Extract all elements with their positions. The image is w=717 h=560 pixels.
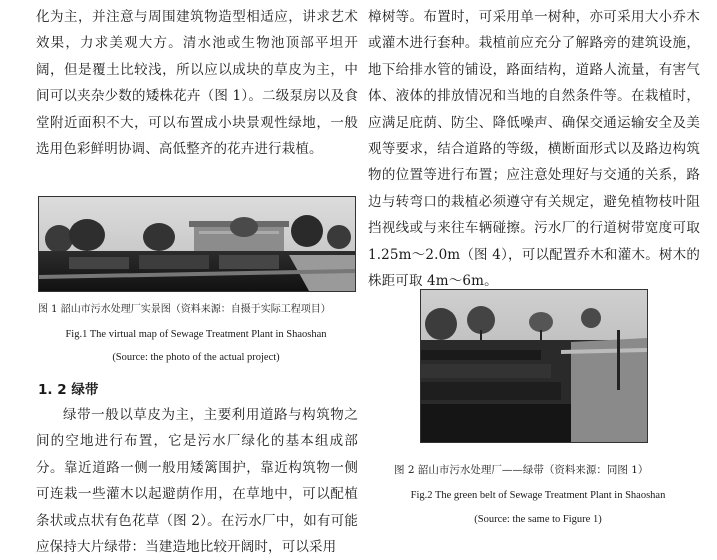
figure2-caption-cn: 图 2 韶山市污水处理厂——绿带（资料来源：同图 1） — [394, 464, 649, 476]
section-paragraph: 绿带一般以草皮为主，主要利用道路与构筑物之间的空地进行布置，它是污水厂绿化的基本组成部分。靠近道路一侧一般用矮篱围护，靠近构筑物一侧可连栽一些灌木以起避荫作用，在草地中，可以配植条状或点状有色花草（图 2）。在污水厂中，如有可能应保持大片绿带：当建造地比较开阔时，可以采用 — [36, 407, 358, 556]
section-heading: 1. 2 绿带 — [38, 382, 99, 398]
left-top-paragraph: 化为主，并注意与周围建筑物造型相适应，讲求艺术效果，力求美观大方。清水池或生物池顶部平坦开阔，但是覆土比较浅，所以应以成块的草皮为主，中间可以夹杂少数的矮株花卉（图 1）。二级泵房以及食堂附近面积不大，可以布置成小块景观性绿地，一般选用色彩鲜明协调、高低整齐的花卉进行栽植。 — [36, 9, 358, 158]
figure1-caption-en: Fig.1 The virtual map of Sewage Treatment Plant in Shaoshan — [65, 329, 327, 340]
figure2-caption-en: Fig.2 The green belt of Sewage Treatment Plant in Shaoshan — [410, 490, 666, 501]
figure2-photo — [420, 289, 648, 443]
right-top-paragraph: 樟树等。布置时，可采用单一树种，亦可采用大小乔木或灌木进行套种。栽植前应充分了解路旁的建筑设施，地下给排水管的铺设，路面结构，道路人流量，有害气体、液体的排放情况和当地的自然条件等。在栽植时，应满足庇荫、防尘、降低噪声、确保交通运输安全及美观等要求，结合道路的等级，横断面形式以及路边构筑物的位置等进行布置；应注意处理好与交通的关系，路边与转弯口的栽植必须遵守有关规定，避免植物枝叶阻挡视线或与来往车辆碰擦。污水厂的行道树带宽度可取 1.25m～2.0m（图 4），可以配置乔木和灌木。树木的株距可取 4m～6m。 — [368, 9, 700, 290]
figure1-source-en: (Source: the photo of the actual project) — [112, 352, 280, 363]
figure2-source-en: (Source: the same to Figure 1) — [474, 514, 602, 525]
figure1-photo — [38, 196, 356, 292]
figure1-caption-cn: 图 1 韶山市污水处理厂实景图（资料来源：自摄于实际工程项目） — [38, 304, 331, 315]
